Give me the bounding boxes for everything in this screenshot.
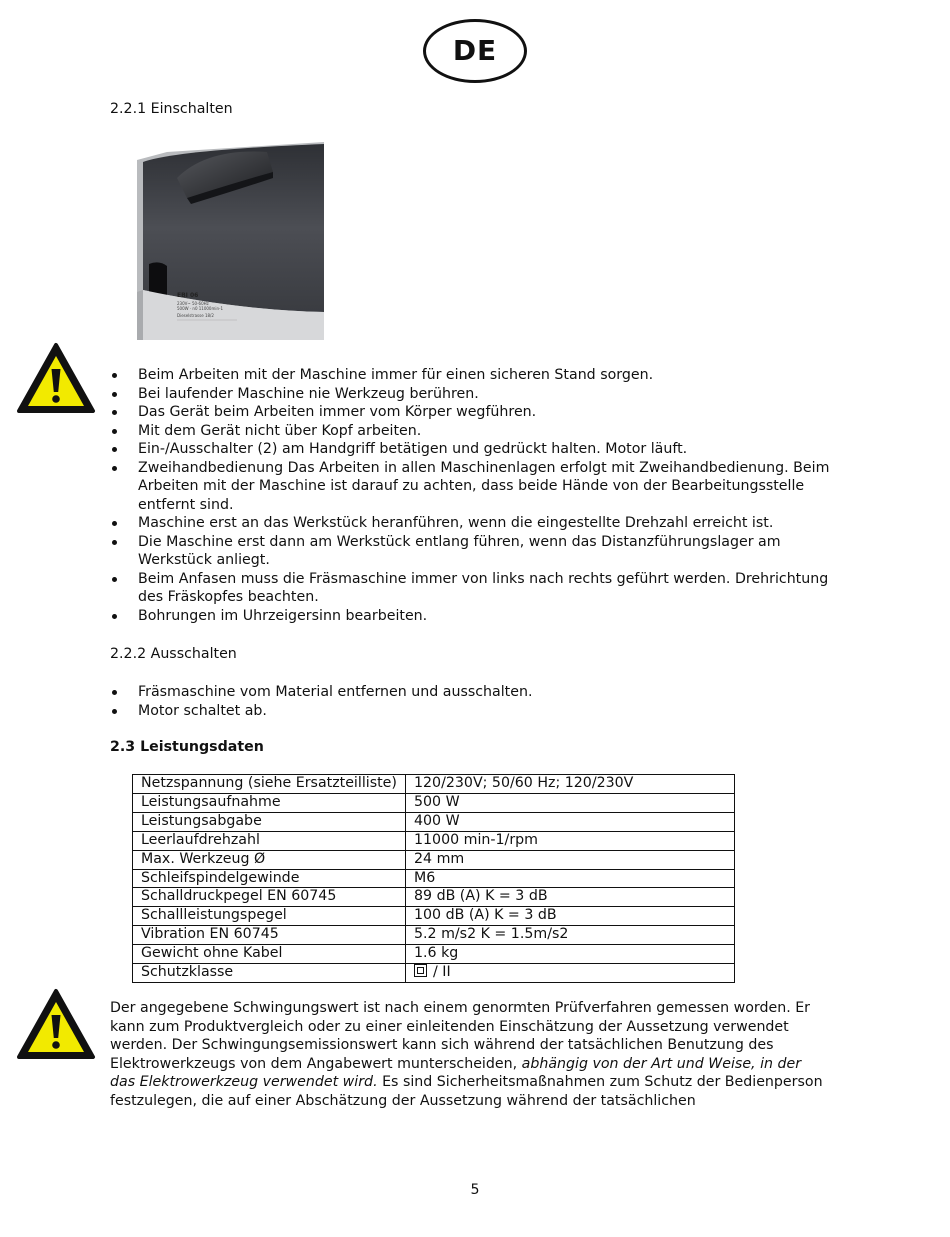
spec-value — [406, 964, 735, 983]
double-insulation-icon — [414, 964, 427, 977]
spec-value: 400 W — [406, 812, 735, 831]
list-item: Ein-/Ausschalter (2) am Handgriff betätigen und gedrückt halten. Motor läuft. — [110, 440, 850, 459]
table-row — [133, 850, 735, 869]
table-row — [133, 907, 735, 926]
vibration-note — [110, 999, 830, 1110]
warning-icon — [16, 342, 96, 414]
spec-label: Gewicht ohne Kabel — [133, 945, 406, 964]
spec-value: 1.6 kg — [406, 945, 735, 964]
spec-label: Leistungsaufnahme — [133, 793, 406, 812]
list-item: Bohrungen im Uhrzeigersinn bearbeiten. — [110, 607, 850, 626]
spec-value: 24 mm — [406, 850, 735, 869]
spec-value: 120/230V; 50/60 Hz; 120/230V — [406, 775, 735, 794]
table-row — [133, 775, 735, 794]
spec-label: Schleifspindelgewinde — [133, 869, 406, 888]
spec-label: Netzspannung (siehe Ersatzteilliste) — [133, 775, 406, 794]
protection-class-text: / II — [433, 964, 451, 981]
list-item: Beim Arbeiten mit der Maschine immer für einen sicheren Stand sorgen. — [110, 366, 850, 385]
table-row — [133, 869, 735, 888]
spec-label: Leistungsabgabe — [133, 812, 406, 831]
spec-label: Leerlaufdrehzahl — [133, 831, 406, 850]
spec-value: 11000 min-1/rpm — [406, 831, 735, 850]
table-row — [133, 945, 735, 964]
list-item: Zweihandbedienung Das Arbeiten in allen Maschinenlagen erfolgt mit Zweihandbedienung. Beim Arbeiten mit der Maschine ist darauf zu achten, dass beide Hände von der Bearbeitungsstelle entfernt sind. — [110, 459, 850, 515]
spec-value: 100 dB (A) K = 3 dB — [406, 907, 735, 926]
table-row — [133, 888, 735, 907]
section-heading-einschalten: 2.2.1 Einschalten — [110, 101, 233, 117]
vibration-note-emphasis: abhängig von der Art und Weise, in der das Elektrowerkzeug verwendet wird. — [110, 1055, 802, 1090]
spec-label: Schallleistungspegel — [133, 907, 406, 926]
vibration-note-text-continued: Es sind Sicherheitsmaßnahmen zum Schutz der Bedienperson festzulegen, die auf einer Abschätzung der Aussetzung während der tatsächlichen — [110, 1074, 823, 1109]
page-number: 5 — [470, 1182, 480, 1198]
svg-text:230V~ 50-60Hz: 230V~ 50-60Hz — [177, 301, 209, 306]
switch-on-list — [110, 366, 850, 625]
spec-label: Vibration EN 60745 — [133, 926, 406, 945]
table-row — [133, 964, 735, 983]
list-item: Beim Anfasen muss die Fräsmaschine immer von links nach rechts geführt werden. Drehrichtung des Fräskopfes beachten. — [110, 570, 850, 607]
section-heading-ausschalten: 2.2.2 Ausschalten — [110, 646, 237, 662]
table-row — [133, 793, 735, 812]
table-row — [133, 926, 735, 945]
vibration-note-text: Der angegebene Schwingungswert ist nach einem genormten Prüfverfahren gemessen worden. Er kann zum Produktvergleich oder zu einer einleitenden Einschätzung der Aussetzung verwendet werden. Der Schwingungsemissionswert kann sich während der tatsächlichen Benutzung des Elektrowerkzeugs von dem Angabewert munterscheiden, — [110, 1000, 811, 1072]
spec-value: M6 — [406, 869, 735, 888]
svg-text:500W · n0 11000min-1: 500W · n0 11000min-1 — [177, 306, 224, 311]
spec-label: Schutzklasse — [133, 964, 406, 983]
list-item: Motor schaltet ab. — [110, 702, 850, 721]
list-item: Bei laufender Maschine nie Werkzeug berühren. — [110, 385, 850, 404]
warning-icon — [16, 988, 96, 1060]
spec-label: Schalldruckpegel EN 60745 — [133, 888, 406, 907]
section-heading-leistungsdaten: 2.3 Leistungsdaten — [110, 739, 264, 755]
list-item: Das Gerät beim Arbeiten immer vom Körper wegführen. — [110, 403, 850, 422]
list-item: Fräsmaschine vom Material entfernen und ausschalten. — [110, 683, 850, 702]
list-item: Maschine erst an das Werkstück heranführen, wenn die eingestellte Drehzahl erreicht ist. — [110, 514, 850, 533]
spec-label: Max. Werkzeug Ø — [133, 850, 406, 869]
svg-text:EBI 06: EBI 06 — [177, 292, 199, 299]
list-item: Die Maschine erst dann am Werkstück entlang führen, wenn das Distanzführungslager am Werkstück anliegt. — [110, 533, 850, 570]
spec-value: 500 W — [406, 793, 735, 812]
list-item: Mit dem Gerät nicht über Kopf arbeiten. — [110, 422, 850, 441]
table-row — [133, 831, 735, 850]
switch-photo — [137, 142, 324, 340]
spec-value: 5.2 m/s2 K = 1.5m/s2 — [406, 926, 735, 945]
svg-text:Dieselstrasse 18/2: Dieselstrasse 18/2 — [177, 313, 214, 318]
switch-off-list — [110, 683, 850, 720]
table-row — [133, 812, 735, 831]
specs-table — [132, 774, 735, 983]
language-badge: DE — [423, 19, 527, 83]
spec-value: 89 dB (A) K = 3 dB — [406, 888, 735, 907]
